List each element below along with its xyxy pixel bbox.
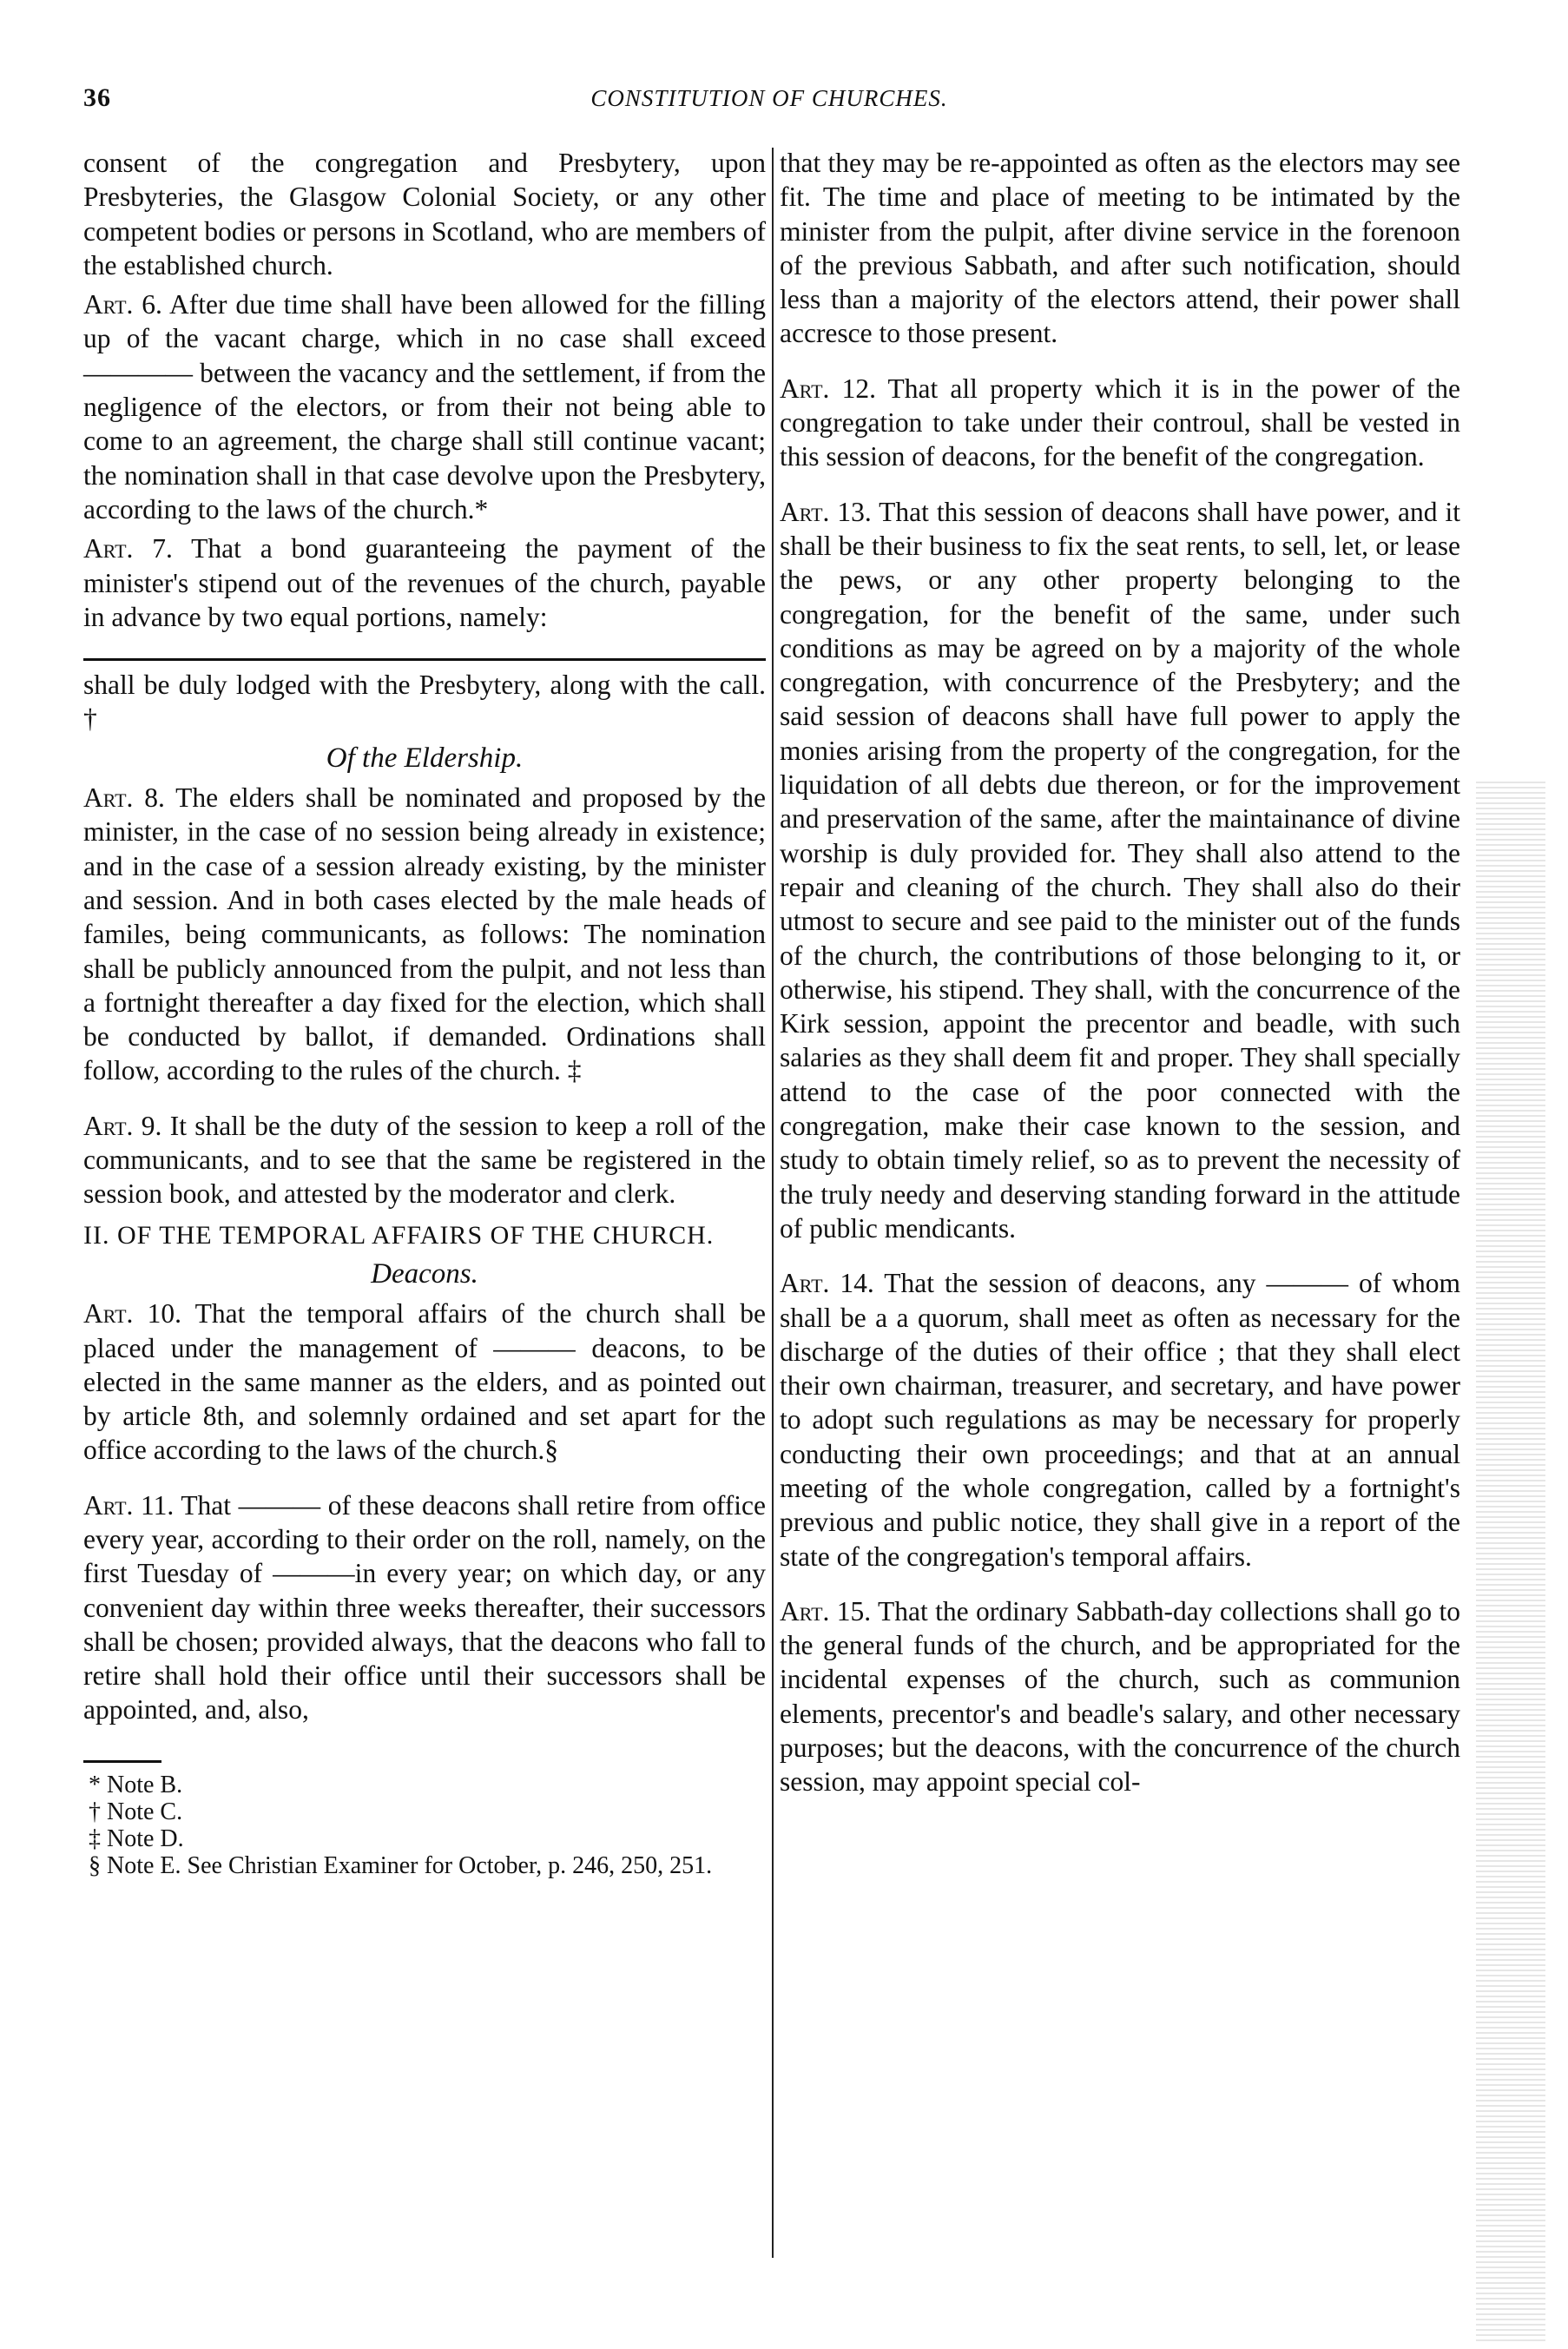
left-column (83, 146, 766, 2219)
article-label: Art. 13. (780, 496, 872, 527)
article-text: That the ordinary Sabbath-day collections shall go to the general funds of the church, and be appropriated for the incidental expenses of the church, such as communion elements, precentor's and beadle's salary, and other necessary purposes; but the deacons, with the concurrence of the church session, may appoint special col- (780, 1595, 1461, 1798)
article-11 (83, 1488, 766, 1727)
page-header (83, 83, 1455, 127)
article-label: Art. 10. (83, 1298, 181, 1330)
article-label: Art. 15. (780, 1595, 872, 1626)
article-15 (780, 1594, 1460, 1799)
page-number: 36 (83, 83, 111, 112)
article-12 (780, 372, 1460, 474)
footnote: § Note E. See Christian Examiner for October, p. 246, 250, 251. (89, 1851, 713, 1879)
article-13 (780, 495, 1460, 1246)
article-text: After due time shall have been allowed for the filling up of the vacant charge, which in no case shall exceed ———— between the vacancy and the settlement, if from the negligence of the electors, or from their not being able to come to an agreement, the charge shall still continue vacant; the nomination shall in that case devolve upon the Presbytery, according to the laws of the church.* (83, 289, 766, 525)
right-column (780, 146, 1460, 2219)
article-7 (83, 531, 766, 634)
article-14 (780, 1266, 1460, 1574)
article-label: Art. 9. (83, 1110, 162, 1141)
article-label: Art. 7. (83, 533, 173, 564)
article-text: That all property which it is in the power of the congregation to take under their controul, shall be vested in this session of deacons, for the benefit of the congregation. (780, 373, 1460, 472)
column-divider (772, 148, 774, 2258)
article-label: Art. 14. (780, 1268, 874, 1299)
footnote: ‡ Note D. (89, 1824, 184, 1852)
article-text: That a bond guaranteeing the payment of the minister's stipend out of the revenues of the church, payable in advance by two equal portions, namely: (83, 533, 766, 632)
paragraph-reappointed: that they may be re-appointed as often as the electors may see fit. The time and place of meeting to be intimated by the minister from the pulpit, after divine service in the forenoon of the previous Sabbath, and after such notification, should less than a majority of the electors attend, their power shall accresce to those present. (780, 148, 1460, 349)
article-text: That this session of deacons shall have power, and it shall be their business to fix the seat rents, to sell, let, or lease the pews, or any other property belonging to the congregation, for the benefit of the same, under such conditions as may be agreed on by a majority of the whole congregation, with concurrence of the Presbytery; and the said session of deacons shall have full power to apply the monies arising from the property of the congregation, for the liquidation of all debts due thereon, or for the improvement and preservation of the same, after the maintainance of divine worship is duly provided for. They shall also attend to the repair and cleaning of the church. They shall also do their utmost to secure and see paid to the minister out of the funds of the church, the contributions of those belonging to it, or otherwise, his stipend. They shall, with the concurrence of the Kirk session, appoint the precentor and beadle, with such salaries as they shall deem fit and proper. They shall specially attend to the case of the poor connected with the congregation, make their case known to the session, and study to obtain timely relief, so as to prevent the necessity of the truly needy and deserving standing forward in the attitude of public mendicants. (780, 496, 1460, 1244)
article-label: Art. 11. (83, 1489, 175, 1521)
article-label: Art. 6. (83, 289, 162, 320)
article-text: It shall be the duty of the session to keep a roll of the communicants, and to see that the same be registered in the session book, and attested by the moderator and clerk. (83, 1110, 767, 1210)
article-text: That the temporal affairs of the church shall be placed under the management of ——— deacons, to be elected in the same manner as the elders, and as pointed out by article 8th, and solemnly ordained and set apart for the office according to the laws of the church.§ (83, 1298, 766, 1466)
article-text: The elders shall be nominated and proposed by the minister, in the case of no session being already in existence; and in the case of a session already existing, by the minister and session. And in both cases elected by the male heads of familes, being communicants, as follows: The nomination shall be publicly announced from the pulpit, and not less than a fortnight thereafter a day fixed for the election, which shall be conducted by ballot, if demanded. Ordinations shall follow, according to the rules of the church. ‡ (83, 782, 766, 1086)
article-text: That the session of deacons, any ——— of whom shall be a a quorum, shall meet as often as necessary for the discharge of the duties of their office ; that they shall elect their own chairman, treasurer, and secretary, and have power to adopt such regulations as may be necessary for properly conducting their own proceedings; and that at an annual meeting of the whole congregation, called by a fortnight's previous and public notice, they shall give in a report of the state of the congregation's temporal affairs. (780, 1268, 1460, 1572)
article-text: That ——— of these deacons shall retire from office every year, according to their order on the roll, namely, on the first Tuesday of ———in every year; on which day, or any convenient day within three weeks thereafter, their successors shall be chosen; provided always, that the deacons who fall to retire shall hold their office until their successors shall be appointed, and, also, (83, 1489, 766, 1725)
paragraph-consent: consent of the congregation and Presbytery, upon Presbyteries, the Glasgow Colonial Society, or any other competent bodies or persons in Scotland, who are members of the established church. (83, 148, 766, 280)
article-9 (83, 1109, 766, 1211)
section-heading-temporal-affairs: II. OF THE TEMPORAL AFFAIRS OF THE CHURCH. (83, 1220, 715, 1250)
eldership-heading: Of the Eldership. (326, 742, 524, 774)
footnote: * Note B. (89, 1771, 183, 1798)
page-edge-texture (1476, 782, 1545, 2345)
paragraph-lodged: shall be duly lodged with the Presbytery, along with the call. † (83, 670, 766, 735)
article-8 (83, 781, 766, 1088)
running-head: CONSTITUTION OF CHURCHES. (590, 85, 948, 111)
footnote: † Note C. (89, 1798, 183, 1825)
article-label: Art. 12. (780, 373, 876, 404)
blank-fill-line (83, 639, 766, 661)
article-label: Art. 8. (83, 782, 165, 814)
deacons-heading: Deacons. (371, 1257, 478, 1290)
article-6 (83, 287, 766, 526)
footnote-rule (83, 1760, 161, 1763)
article-10 (83, 1297, 766, 1467)
